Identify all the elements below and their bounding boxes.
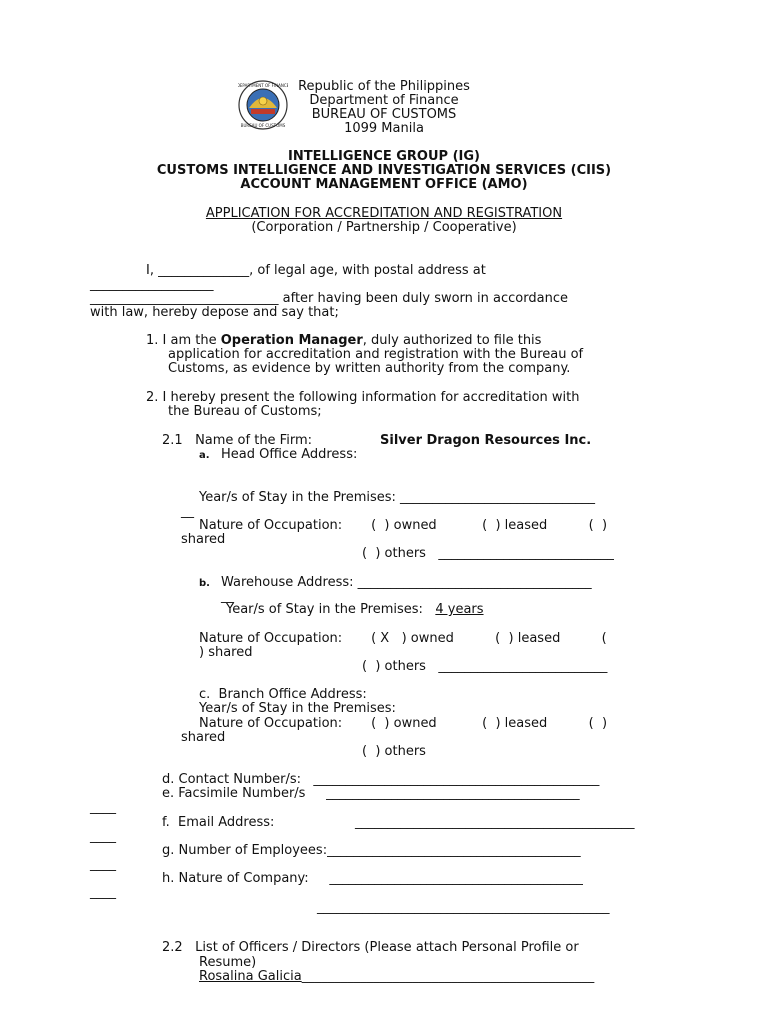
warehouse-stay: Year/s of Stay in the Premises: 4 years (226, 602, 484, 617)
nature-of-company-field: h. Nature of Company: _______________________________________ (162, 871, 583, 886)
branch-office-occupation-cont: shared (181, 730, 226, 745)
sub-a-marker: a. (199, 450, 210, 461)
office-line-ig: INTELLIGENCE GROUP (IG) (288, 149, 480, 164)
header-line-city: 1099 Manila (344, 121, 424, 136)
margin-line-1: ____ (90, 800, 116, 815)
officer-name: Rosalina Galicia (199, 969, 302, 984)
warehouse-stay-value: 4 years (435, 602, 484, 617)
nature-of-company-line-2: _____________________________________________ (317, 900, 610, 915)
warehouse-occupation: Nature of Occupation: ( X ) owned ( ) leased ( (199, 631, 607, 646)
head-office-occupation: Nature of Occupation: ( ) owned ( ) leased ( ) (199, 518, 608, 533)
margin-line-2: ____ (90, 829, 116, 844)
margin-line-3: ____ (90, 857, 116, 872)
email-address-line: ___________________________________________ (355, 815, 635, 830)
head-office-others: ( ) others ___________________________ (362, 546, 614, 561)
branch-office-occupation: Nature of Occupation: ( ) owned ( ) leased ( ) (199, 716, 608, 731)
header-line-department: Department of Finance (309, 93, 459, 108)
office-line-ciis: CUSTOMS INTELLIGENCE AND INVESTIGATION SERVICES (CIIS) (156, 163, 612, 178)
document-subtitle: (Corporation / Partnership / Cooperative) (251, 220, 517, 235)
document-title: APPLICATION FOR ACCREDITATION AND REGISTRATION (205, 206, 563, 221)
warehouse-occupation-cont: ) shared (199, 645, 253, 660)
section-2-2-cont: Resume) (199, 955, 257, 970)
head-office-address-label: Head Office Address: (221, 447, 358, 462)
warehouse-others: ( ) others __________________________ (362, 659, 608, 674)
sub-b-marker: b. (199, 578, 210, 589)
header-line-bureau: BUREAU OF CUSTOMS (311, 107, 457, 122)
item1-line-3: Customs, as evidence by written authority from the company. (168, 361, 571, 376)
head-office-occupation-cont: shared (181, 532, 226, 547)
contact-number-field: d. Contact Number/s: ____________________________________________ (162, 772, 600, 787)
item1-line-1: 1. I am the Operation Manager, duly authorized to file this (146, 333, 542, 348)
head-office-stay: Year/s of Stay in the Premises: ______________________________ (199, 490, 596, 505)
number-of-employees-field: g. Number of Employees:_______________________________________ (162, 843, 581, 858)
item2-line-1: 2. I hereby present the following information for accreditation with (146, 390, 580, 405)
item1-line-2: application for accreditation and registration with the Bureau of (168, 347, 584, 362)
intro-line-3: _____________________________ after having been duly sworn in accordance (90, 291, 568, 306)
officer-entry (199, 970, 594, 984)
intro-line-4: with law, hereby depose and say that; (90, 305, 339, 320)
firm-name: Silver Dragon Resources Inc. (380, 433, 592, 448)
header-line-republic: Republic of the Philippines (298, 79, 470, 94)
warehouse-address: Warehouse Address: ____________________________________ (221, 575, 592, 590)
branch-office-stay: Year/s of Stay in the Premises: (199, 701, 396, 716)
facsimile-number-field: e. Facsimile Number/s _______________________________________ (162, 786, 580, 801)
branch-office-others: ( ) others (362, 744, 426, 759)
branch-office-address: c. Branch Office Address: (199, 687, 367, 702)
svg-text:BUREAU OF CUSTOMS: BUREAU OF CUSTOMS (240, 123, 286, 128)
item1-position: Operation Manager (220, 333, 363, 348)
office-line-amo: ACCOUNT MANAGEMENT OFFICE (AMO) (240, 177, 528, 192)
officer-name-line: _____________________________________________ (301, 969, 595, 984)
section-2-1-label: 2.1 Name of the Firm: (162, 433, 312, 448)
intro-line-2: ___________________ (90, 277, 214, 292)
svg-text:DEPARTMENT OF FINANCE: DEPARTMENT OF FINANCE (238, 83, 288, 88)
email-address-label: f. Email Address: (162, 815, 275, 830)
warehouse-address-cont: __ (221, 589, 234, 604)
intro-line-1: I, ______________, of legal age, with postal address at (146, 263, 486, 278)
section-2-2-label: 2.2 List of Officers / Directors (Please attach Personal Profile or (162, 940, 579, 955)
item2-line-2: the Bureau of Customs; (168, 404, 322, 419)
head-office-stay-cont: __ (181, 504, 194, 519)
margin-line-4: ____ (90, 885, 116, 900)
